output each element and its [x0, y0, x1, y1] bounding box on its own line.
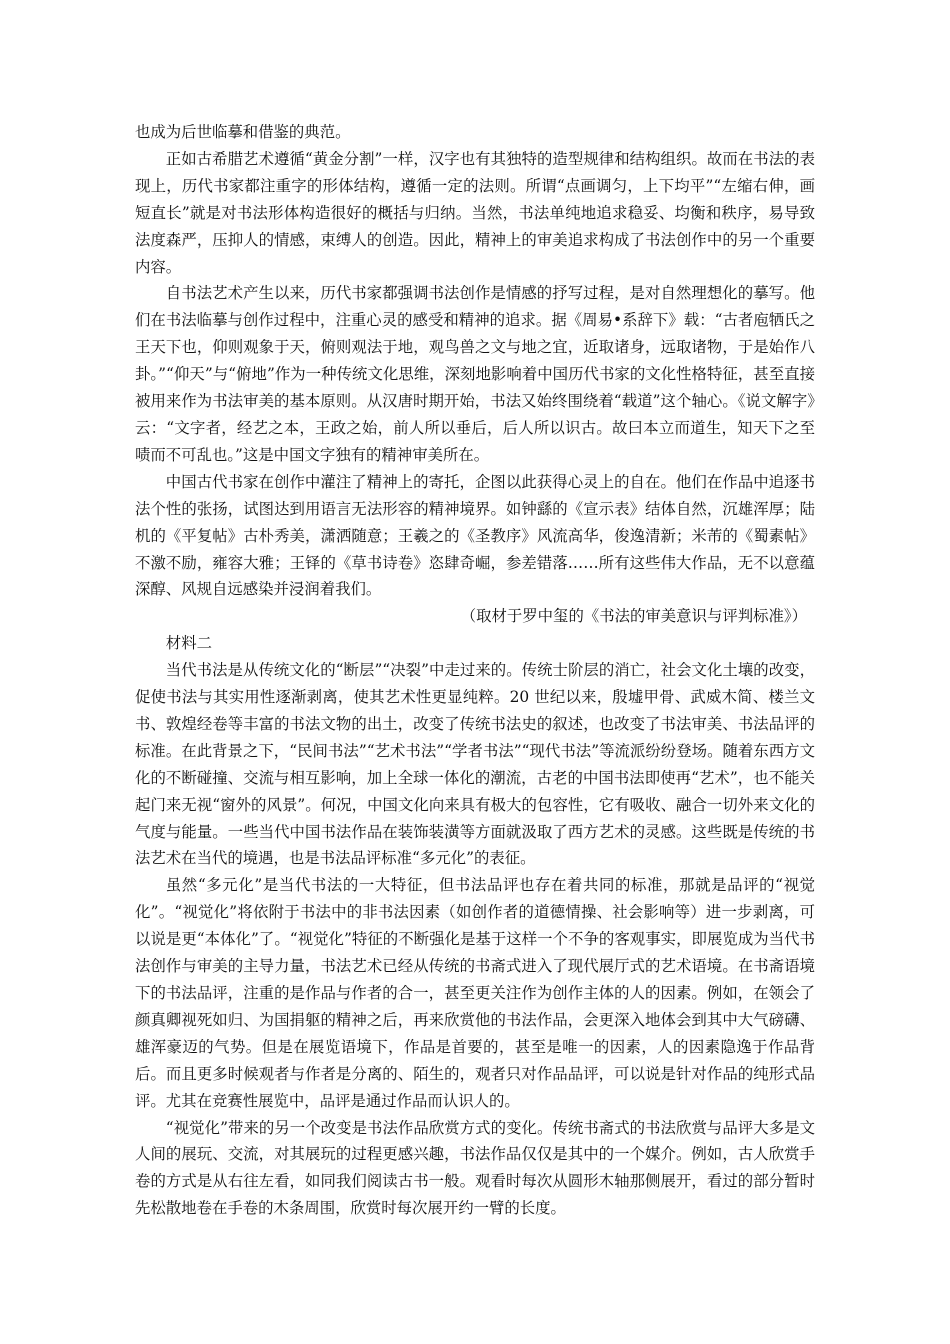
section-label: 材料二 — [165, 634, 212, 653]
paragraph-3: 自书法艺术产生以来，历代书家都强调书法创作是情感的抒写过程，是对自然理想化的摹写。他们在书法临摹与创作过程中，注重心灵的感受和精神的追求。据《周易•系辞下》载：“古者庖牺氏之王天下也，仰则观象于天，俯则观法于地，观鸟兽之文与地之宜，近取诸身，远取诸物，于是始作八卦。”“仰天”与“俯地”作为一种传统文化思维，深刻地影响着中国历代书家的文化性格特征，甚至直接被用来作为书法审美的基本原则。从汉唐时期开始，书法又始终围绕着“载道”这个轴心。《说文解字》云：“文字者，经艺之本，王政之始，前人所以垂后，后人所以识古。故曰本立而道生，知天下之至啧而不可乱也。”这是中国文字独有的精神审美所在。 — [135, 284, 815, 464]
paragraph-6: 虽然“多元化”是当代书法的一大特征，但书法品评也存在着共同的标准，那就是品评的“视觉化”。“视觉化”将依附于书法中的非书法因素（如创作者的道德情操、社会影响等）进一步剥离，可以说是更“本体化”了。“视觉化”特征的不断强化是基于这样一个不争的客观事实，即展览成为当代书法创作与审美的主导力量，书法艺术已经从传统的书斋式进入了现代展厅式的艺术语境。在书斋语境下的书法品评，注重的是作品与作者的合一，甚至更关注作为创作主体的人的因素。例如，在领会了颜真卿视死如归、为国捐躯的精神之后，再来欣赏他的书法作品，会更深入地体会到其中大气磅礴、雄浑豪迈的气势。但是在展览语境下，作品是首要的，甚至是唯一的因素，人的因素隐逸于作品背后。而且更多时候观者与作者是分离的、陌生的，观者只对作品品评，可以说是针对作品的纯形式品评。尤其在竞赛性展览中，品评是通过作品而认识人的。 — [135, 876, 815, 1110]
paragraph-1: 也成为后世临摹和借鉴的典范。 — [135, 123, 351, 141]
source-citation: （取材于罗中玺的《书法的审美意识与评判标准》） — [460, 607, 807, 626]
paragraph-2: 正如古希腊艺术遵循“黄金分割”一样，汉字也有其独特的造型规律和结构组织。故而在书法的表现上，历代书家都注重字的形体结构，遵循一定的法则。所谓“点画调匀，上下均平”“左缩右伸，画短直长”就是对书法形体构造很好的概括与归纳。当然，书法单纯地追求稳妥、均衡和秩序，易导致法度森严，压抑人的情感，束缚人的创造。因此，精神上的审美追求构成了书法创作中的另一个重要内容。 — [135, 149, 815, 276]
paragraph-4: 中国古代书家在创作中灌注了精神上的寄托，企图以此获得心灵上的自在。他们在作品中追逐书法个性的张扬，试图达到用语言无法形容的精神境界。如钟繇的《宣示表》结体自然，沉雄浑厚；陆机的《平复帖》古朴秀美，潇洒随意；王羲之的《圣教序》风流高华，俊逸清新；米芾的《蜀素帖》不激不励，雍容大雅；王铎的《草书诗卷》恣肆奇崛，参差错落……所有这些伟大作品，无不以意蕴深醇、风规自远感染并浸润着我们。 — [135, 472, 815, 599]
document-page — [135, 119, 815, 1222]
paragraph-5: 当代书法是从传统文化的“断层”“决裂”中走过来的。传统士阶层的消亡，社会文化土壤的改变，促使书法与其实用性逐渐剥离，使其艺术性更显纯粹。20 世纪以来，殷墟甲骨、武威木简、楼兰文书、敦煌经卷等丰富的书法文物的出土，改变了传统书法史的叙述，也改变了书法审美、书法品评的标准。在此背景之下，“民间书法”“艺术书法”“学者书法”“现代书法”等流派纷纷登场。随着东西方文化的不断碰撞、交流与相互影响，加上全球一体化的潮流，古老的中国书法即使再“艺术”，也不能关起门来无视“窗外的风景”。何况，中国文化向来具有极大的包容性，它有吸收、融合一切外来文化的气度与能量。一些当代中国书法作品在装饰装潢等方面就汲取了西方艺术的灵感。这些既是传统的书法艺术在当代的境遇，也是书法品评标准“多元化”的表征。 — [135, 661, 815, 868]
paragraph-7: “视觉化”带来的另一个改变是书法作品欣赏方式的变化。传统书斋式的书法欣赏与品评大多是文人间的展玩、交流，对其展玩的过程更感兴趣，书法作品仅仅是其中的一个媒介。例如，古人欣赏手卷的方式是从右往左看，如同我们阅读古书一般。观看时每次从圆形木轴那侧展开，看过的部分暂时先松散地卷在手卷的木条周围，欣赏时每次展开约一臂的长度。 — [135, 1118, 815, 1218]
